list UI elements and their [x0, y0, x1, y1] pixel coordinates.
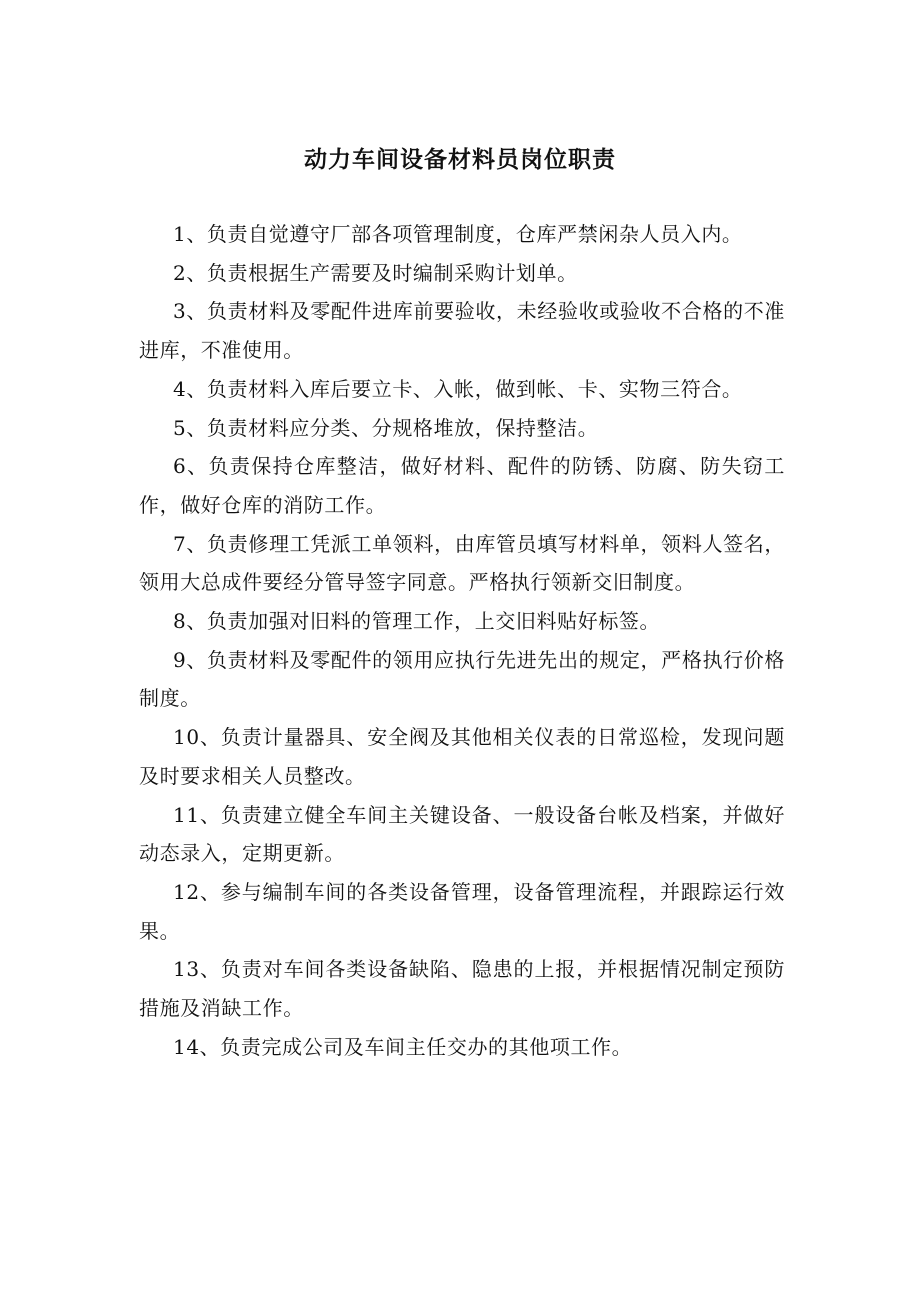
- paragraph-6: 6、负责保持仓库整洁，做好材料、配件的防锈、防腐、防失窃工作，做好仓库的消防工作。: [139, 454, 785, 517]
- paragraph-13: 13、负责对车间各类设备缺陷、隐患的上报，并根据情况制定预防措施及消缺工作。: [139, 957, 785, 1021]
- paragraph-10: 10、负责计量器具、安全阀及其他相关仪表的日常巡检，发现问题及时要求相关人员整改。: [139, 725, 785, 788]
- paragraph-8: 8、负责加强对旧料的管理工作，上交旧料贴好标签。: [173, 609, 661, 634]
- paragraph-2: 2、负责根据生产需要及时编制采购计划单。: [173, 260, 578, 285]
- paragraph-5: 5、负责材料应分类、分规格堆放，保持整洁。: [173, 415, 599, 440]
- document-title: 动力车间设备材料员岗位职责: [304, 147, 616, 173]
- paragraph-9: 9、负责材料及零配件的领用应执行先进先出的规定，严格执行价格制度。: [139, 647, 785, 711]
- paragraph-4: 4、负责材料入库后要立卡、入帐，做到帐、卡、实物三符合。: [173, 376, 743, 401]
- document-body: [139, 215, 785, 1066]
- paragraph-14: 14、负责完成公司及车间主任交办的其他项工作。: [173, 1034, 633, 1059]
- paragraph-1: 1、负责自觉遵守厂部各项管理制度，仓库严禁闲杂人员入内。: [173, 222, 743, 246]
- paragraph-7: 7、负责修理工凭派工单领料，由库管员填写材料单，领料人签名，领用大总成件要经分管导签字同意。严格执行领新交旧制度。: [139, 531, 785, 595]
- paragraph-3: 3、负责材料及零配件进库前要验收，未经验收或验收不合格的不准进库，不准使用。: [139, 299, 785, 363]
- paragraph-12: 12、参与编制车间的各类设备管理，设备管理流程，并跟踪运行效果。: [139, 879, 785, 943]
- paragraph-11: 11、负责建立健全车间主关键设备、一般设备台帐及档案，并做好动态录入，定期更新。: [139, 802, 785, 866]
